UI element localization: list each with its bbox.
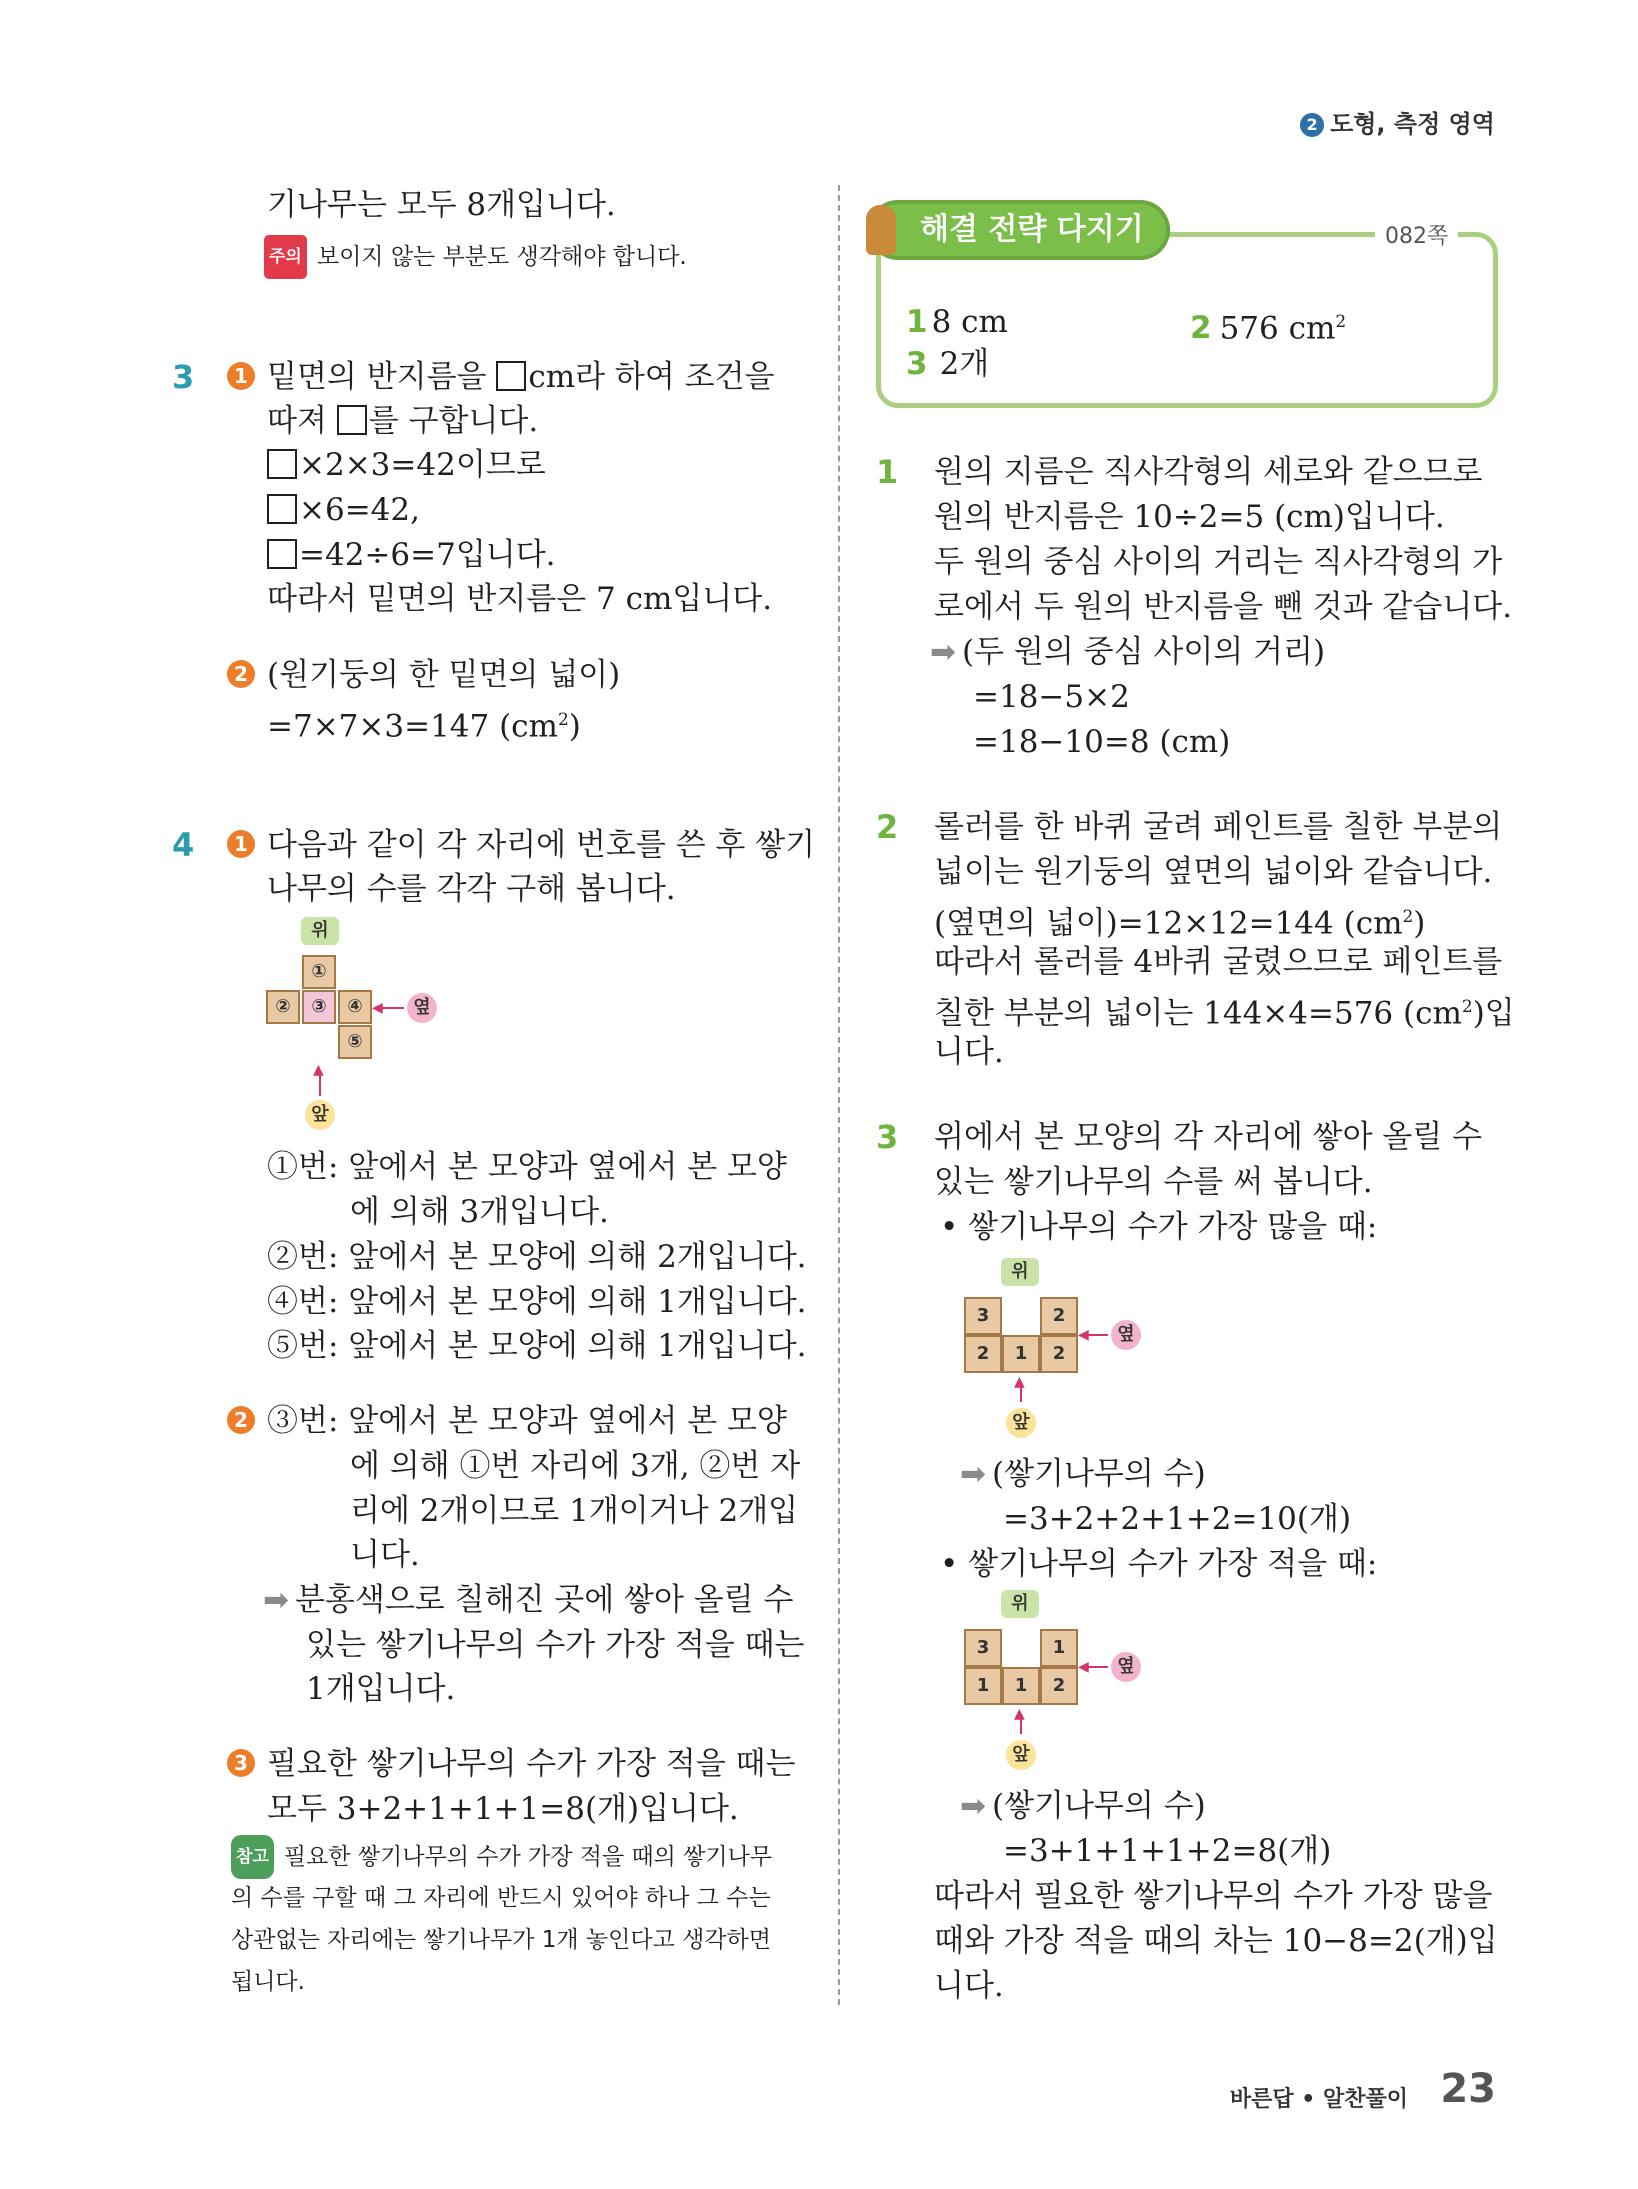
problem-1-number: 1 [876, 453, 899, 491]
problem-2-number: 2 [876, 808, 899, 846]
side-arrowhead: ◀ [1078, 1659, 1089, 1675]
answer-1: 1 8 cm [906, 304, 1008, 340]
p3-step2-line2: =7×7×3=147 $(cm^2)$ [267, 708, 581, 745]
cell-4: ④ [338, 990, 372, 1024]
p4-s2-line-a: ③번: 앞에서 본 모양과 옆에서 본 모양 [267, 1403, 787, 1439]
answer-2: 2 576 $cm^2$ [1190, 310, 1347, 347]
arrow-icon: ➡ [960, 1456, 986, 1492]
r-p3-most-arrow: ➡ (쌓기나무의 수) [960, 1456, 1206, 1492]
grid-cell: 3 [964, 1629, 1002, 1667]
grid-cell: 1 [1002, 1335, 1040, 1373]
grid-cell: 1 [1040, 1629, 1078, 1667]
grid-cell: 2 [1040, 1335, 1078, 1373]
problem-3-number: 3 [876, 1118, 899, 1156]
reference-line-2: 의 수를 구할 때 그 자리에 반드시 있어야 하나 그 수는 [231, 1885, 771, 1911]
grid-cell: 1 [1002, 1667, 1040, 1705]
side-label: 옆 [407, 993, 437, 1023]
p4-s2-line-b: 에 의해 ①번 자리에 3개, ②번 자 [350, 1448, 801, 1484]
p3-step1-line6: 따라서 밑면의 반지름은 7 cm입니다. [267, 581, 773, 617]
r-p2-line4: 따라서 롤러를 4바퀴 굴렸으므로 페인트를 [934, 944, 1503, 980]
r-p3-least-title: • 쌓기나무의 수가 가장 적을 때: [940, 1546, 1378, 1582]
caution-text: 보이지 않는 부분도 생각해야 합니다. [316, 244, 687, 270]
p4-s2-arrow-line-c: 1개입니다. [306, 1671, 456, 1707]
cell-5: ⑤ [338, 1025, 372, 1059]
continued-line: 기나무는 모두 8개입니다. [267, 187, 616, 223]
reference-line-1: 참고 필요한 쌓기나무의 수가 가장 적을 때의 쌓기나무 [231, 1835, 772, 1879]
p3-step1-line3: ×2×3=42이므로 [267, 443, 546, 487]
r-p2-line6: 니다. [934, 1034, 1004, 1070]
r-p3-concl-2: 때와 가장 적을 때의 차는 10−8=2(개)입 [934, 1923, 1498, 1959]
p4-s2-line-d: 니다. [350, 1537, 420, 1573]
p4-s1-line-b: 에 의해 3개입니다. [350, 1194, 609, 1230]
column-divider [838, 185, 840, 2005]
r-p2-line1: 롤러를 한 바퀴 굴려 페인트를 칠한 부분의 [934, 809, 1503, 845]
mascot-icon [866, 205, 896, 255]
front-arrowhead: ▲ [1014, 1374, 1025, 1390]
blank-box [337, 405, 367, 435]
p4-s3-line1: 필요한 쌓기나무의 수가 가장 적을 때는 [267, 1746, 796, 1782]
p4-s2-line-c: 리에 2개이므로 1개이거나 2개입 [350, 1493, 799, 1529]
r-p2-line5: 칠한 부분의 넓이는 144×4=576 $(cm^2)$입 [934, 995, 1515, 1032]
r-p1-line2: 원의 반지름은 10÷2=5 (cm)입니다. [934, 499, 1445, 535]
arrow-icon: ➡ [263, 1582, 289, 1618]
r-p3-most-calc: =3+2+2+1+2=10(개) [1003, 1501, 1352, 1537]
r-p3-most-title: • 쌓기나무의 수가 가장 많을 때: [940, 1209, 1378, 1245]
r-p3-concl-3: 니다. [934, 1968, 1004, 2004]
grid-cell: 2 [964, 1335, 1002, 1373]
grid-cell: 3 [964, 1297, 1002, 1335]
problem-4-number: 4 [172, 826, 195, 864]
front-label: 앞 [305, 1100, 335, 1130]
p3-step1-line2: 따져 를 구합니다. [267, 403, 539, 439]
p4-s1-line-a: ①번: 앞에서 본 모양과 옆에서 본 모양 [267, 1149, 787, 1185]
cell-2: ② [266, 990, 300, 1024]
problem-3-number: 3 [172, 358, 195, 396]
p4-s1-line-e: ⑤번: 앞에서 본 모양에 의해 1개입니다. [267, 1328, 807, 1364]
footer-book-title: 바른답 • 알찬풀이 [1229, 2087, 1408, 2112]
top-label: 위 [301, 917, 339, 945]
grid-cell: 2 [1040, 1667, 1078, 1705]
r-p1-arrow-line: ➡ (두 원의 중심 사이의 거리) [930, 634, 1326, 670]
reference-line-3: 상관없는 자리에는 쌓기나무가 1개 놓인다고 생각하면 [231, 1927, 771, 1953]
reference-line-4: 됩니다. [231, 1969, 305, 1995]
side-arrowhead: ◀ [372, 1000, 383, 1016]
p3-step1-line1: 밑면의 반지름을 cm라 하여 조건을 [267, 359, 775, 395]
r-p1-line4: 로에서 두 원의 반지름을 뺀 것과 같습니다. [934, 589, 1513, 625]
arrow-icon: ➡ [930, 634, 956, 670]
caution-note [264, 235, 687, 279]
front-label: 앞 [1006, 1408, 1036, 1438]
r-p1-line3: 두 원의 중심 사이의 거리는 직사각형의 가 [934, 544, 1503, 580]
side-label: 옆 [1111, 1652, 1141, 1682]
grid-cell: 1 [964, 1667, 1002, 1705]
step-2-badge: 2 [227, 1406, 255, 1434]
cell-1: ① [302, 955, 336, 989]
r-p1-line1: 원의 지름은 직사각형의 세로와 같으므로 [934, 454, 1483, 490]
p4-s3-line2: 모두 3+2+1+1+1=8(개)입니다. [267, 1791, 739, 1827]
r-p1-calc2: =18−10=8 (cm) [973, 724, 1231, 760]
step-3-badge: 3 [227, 1749, 255, 1777]
r-p1-calc1: =18−5×2 [973, 679, 1130, 715]
cell-3: ③ [302, 990, 336, 1024]
arrow-icon: ➡ [960, 1788, 986, 1824]
side-label: 옆 [1111, 1320, 1141, 1350]
blank-box [496, 361, 526, 391]
side-arrowhead: ◀ [1078, 1327, 1089, 1343]
p4-s2-arrow-line-a: ➡ 분홍색으로 칠해진 곳에 쌓아 올릴 수 [263, 1582, 794, 1618]
blank-box [267, 449, 297, 479]
p4-s2-arrow-line-b: 있는 쌓기나무의 수가 가장 적을 때는 [306, 1627, 805, 1663]
answer-3: 3 2개 [906, 346, 990, 382]
p3-step1-line4: ×6=42, [267, 488, 420, 532]
section-title: 도형, 측정 영역 [1330, 110, 1495, 138]
p3-step2-line1: (원기둥의 한 밑면의 넓이) [267, 657, 621, 693]
step-1-badge: 1 [227, 830, 255, 858]
r-p3-least-calc: =3+1+1+1+2=8(개) [1003, 1833, 1332, 1869]
r-p2-line3: (옆면의 넓이)=12×12=144 $(cm^2)$ [934, 905, 1426, 942]
page-ref: 082쪽 [1375, 219, 1458, 250]
front-arrowhead: ▲ [313, 1062, 324, 1078]
front-label: 앞 [1006, 1740, 1036, 1770]
step-1-badge: 1 [227, 362, 255, 390]
page-number: 23 [1440, 2066, 1496, 2112]
strategy-banner: 해결 전략 다지기 [868, 200, 1170, 260]
r-p2-line2: 넓이는 원기둥의 옆면의 넓이와 같습니다. [934, 854, 1493, 890]
top-label: 위 [1001, 1258, 1039, 1286]
section-header [1300, 104, 1495, 139]
p4-step1-line1: 다음과 같이 각 자리에 번호를 쓴 후 쌓기 [267, 827, 816, 863]
r-p3-concl-1: 따라서 필요한 쌓기나무의 수가 가장 많을 [934, 1878, 1493, 1914]
p4-step1-line2: 나무의 수를 각각 구해 봅니다. [267, 871, 676, 907]
r-p3-line2: 있는 쌓기나무의 수를 써 봅니다. [934, 1164, 1373, 1200]
blank-box [267, 539, 297, 569]
reference-tag: 참고 [231, 1835, 274, 1879]
r-p3-line1: 위에서 본 모양의 각 자리에 쌓아 올릴 수 [934, 1119, 1483, 1155]
p4-s1-line-d: ④번: 앞에서 본 모양에 의해 1개입니다. [267, 1284, 807, 1320]
p4-s1-line-c: ②번: 앞에서 본 모양에 의해 2개입니다. [267, 1239, 807, 1275]
caution-tag: 주의 [264, 235, 307, 279]
front-arrowhead: ▲ [1014, 1706, 1025, 1722]
section-number-badge: 2 [1300, 113, 1324, 137]
r-p3-least-arrow: ➡ (쌓기나무의 수) [960, 1788, 1206, 1824]
blank-box [267, 494, 297, 524]
grid-cell: 2 [1040, 1297, 1078, 1335]
p3-step1-line5: =42÷6=7입니다. [267, 533, 556, 577]
top-label: 위 [1001, 1590, 1039, 1618]
step-2-badge: 2 [227, 660, 255, 688]
